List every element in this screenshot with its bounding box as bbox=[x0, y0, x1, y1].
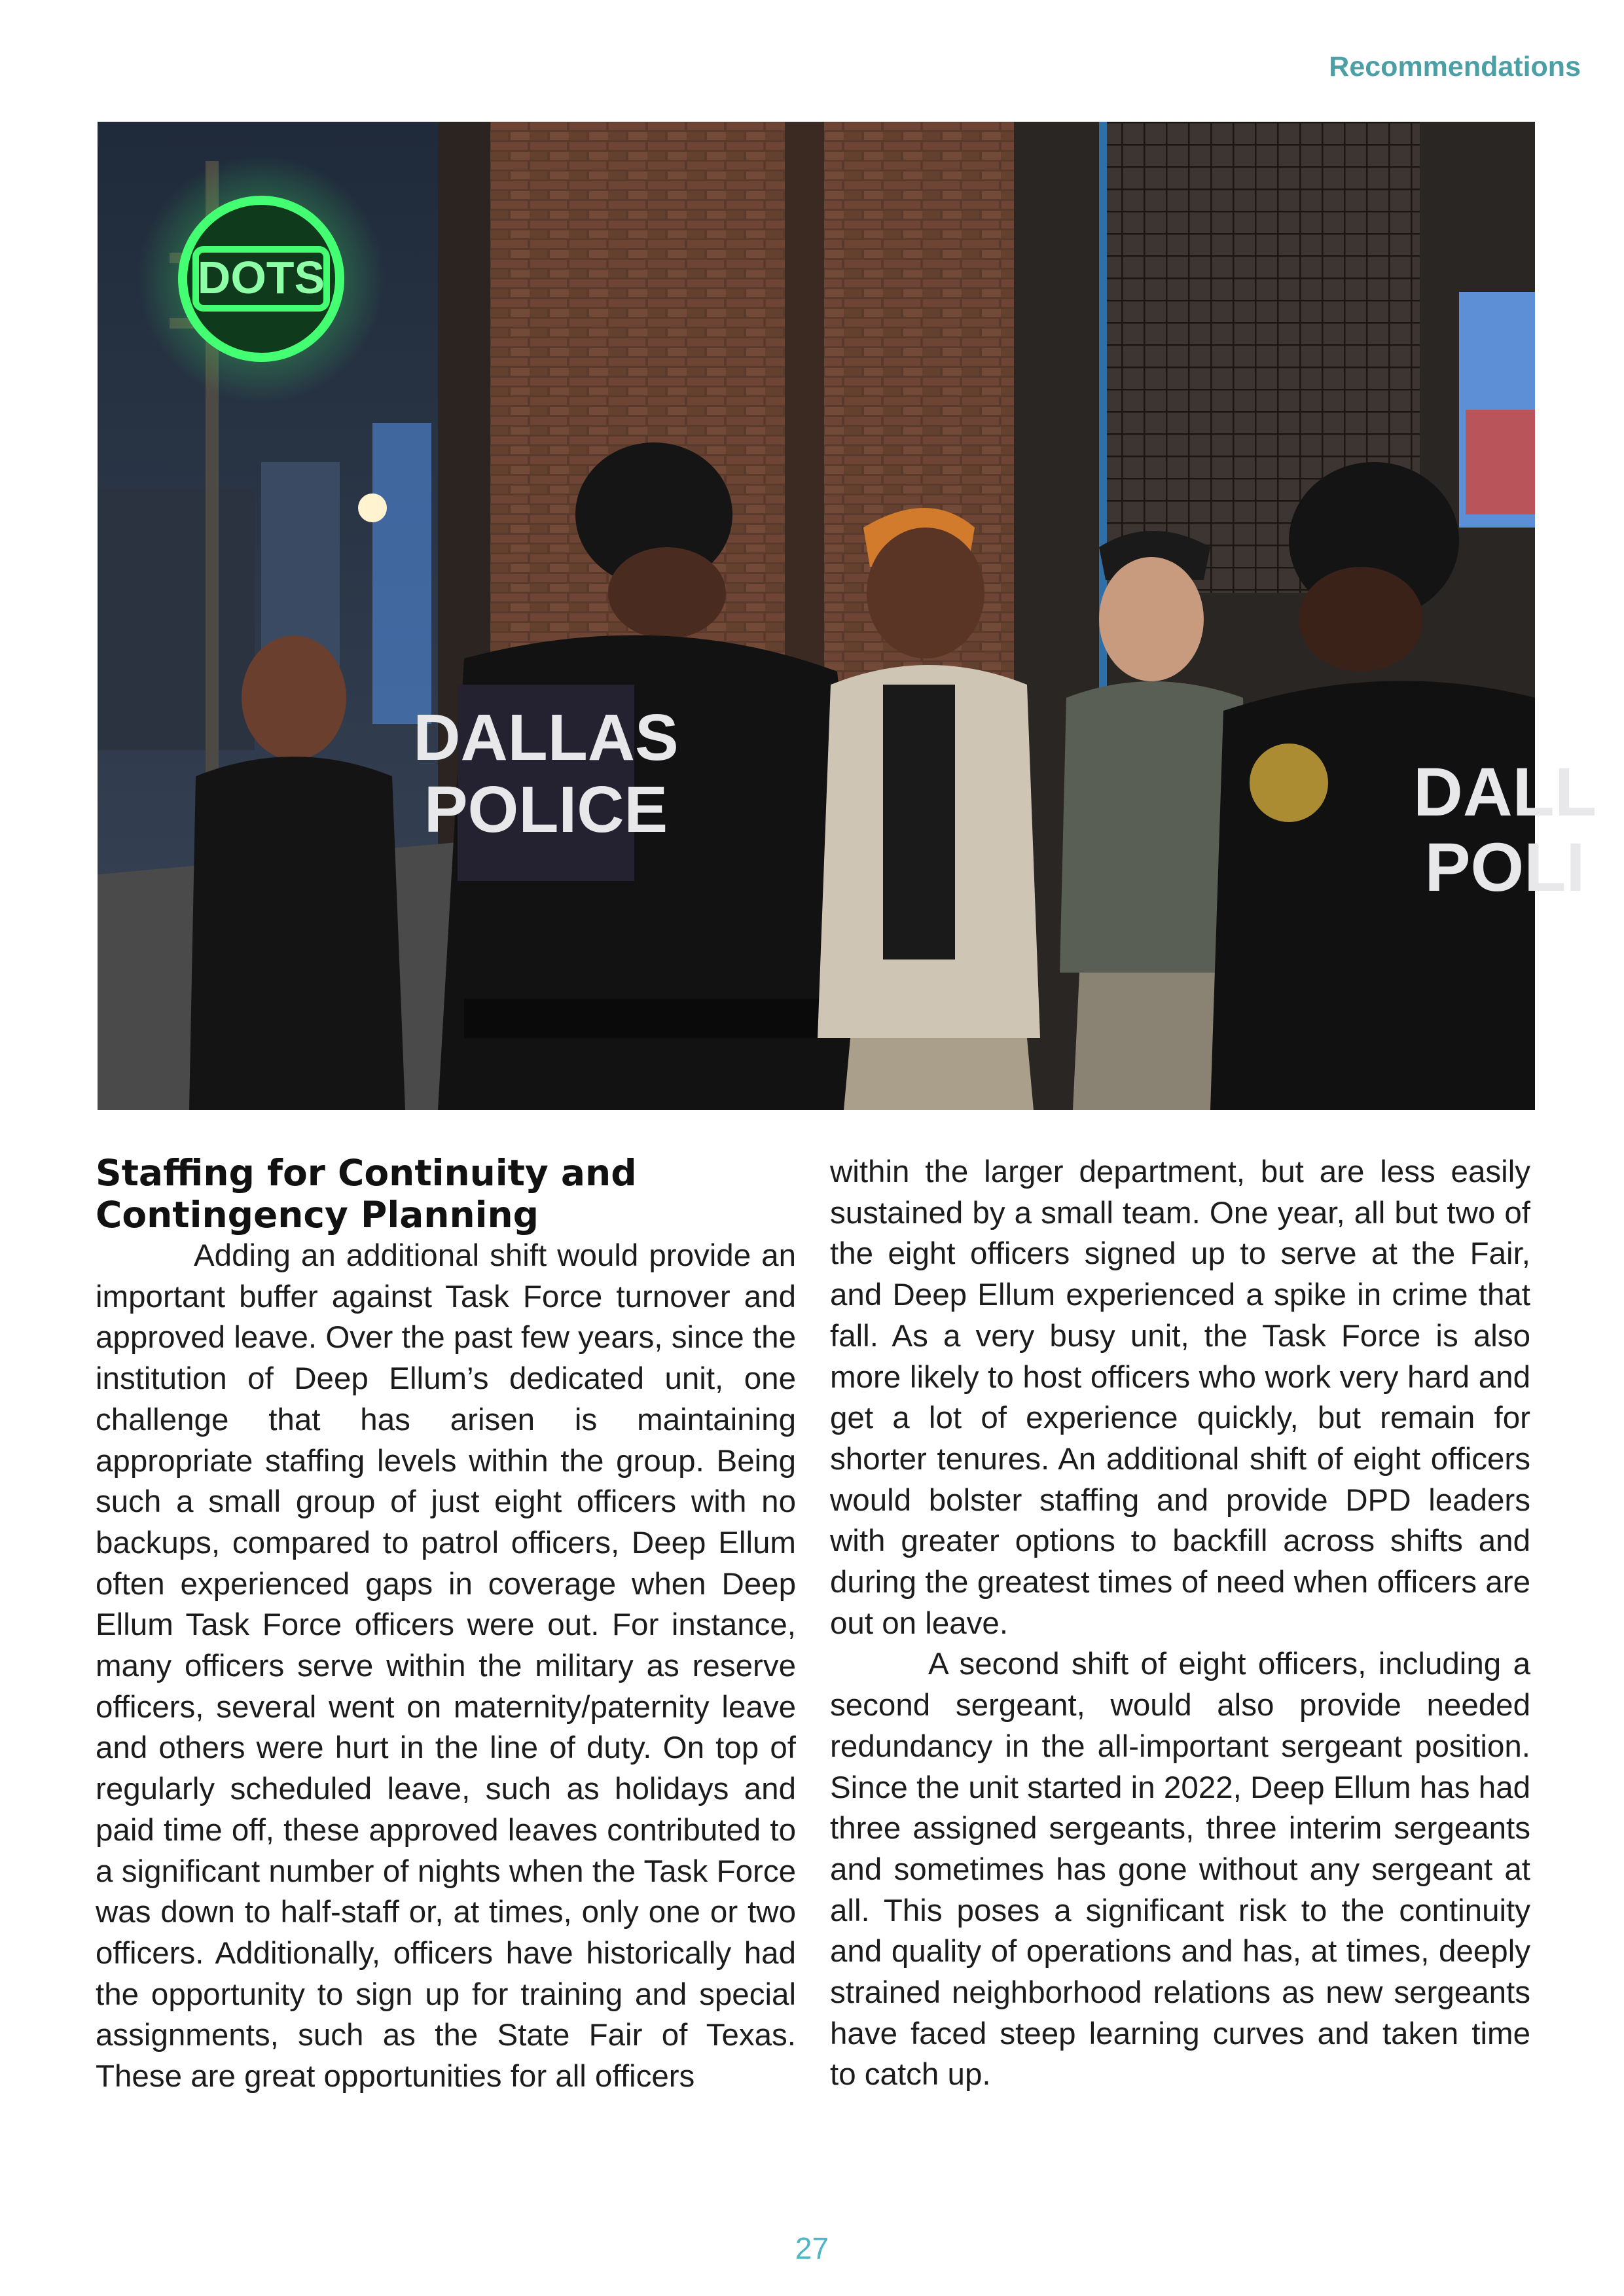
jacket-text-dallas: DALLAS bbox=[413, 701, 679, 774]
street-lamp bbox=[358, 493, 387, 522]
jacket-text-police: POLICE bbox=[424, 773, 668, 846]
street-scene-photo bbox=[98, 122, 1597, 1110]
running-header-section-label: Recommendations bbox=[1329, 51, 1581, 82]
jacket-text-poli: POLI bbox=[1424, 829, 1585, 906]
body-paragraph-right-2: A second shift of eight officers, including a second sergeant, would also provide needed redundancy in the all-important sergeant position. Since the unit started in 2022, Deep Ellum has had three assigned sergeants, three interim sergeants and sometimes has gone without any sergeant at all. This poses a significant risk to the continuity and quality of operations and has, at times, deeply strained neighborhood relations as new sergeants have faced steep learning curves and taken time to catch up. bbox=[830, 1647, 1530, 2092]
photo-illustration bbox=[98, 122, 1597, 1110]
right-column bbox=[830, 1152, 1530, 2096]
neon-sign-text: DOTS bbox=[197, 252, 325, 303]
jacket-text-dall: DALL bbox=[1413, 754, 1597, 831]
police-patch bbox=[1250, 744, 1328, 822]
officer-left-head bbox=[242, 636, 346, 760]
section-heading: Staffing for Continuity and Contingency Planning bbox=[96, 1152, 637, 1236]
body-paragraph-left: Adding an additional shift would provide an important buffer against Task Force turnover and approved leave. Over the past few years, since the institution of Deep Ellum’s dedicated unit, one challenge that has arisen is maintaining appropriate staffing levels within the group. Being such a small group of just eight officers with no backups, compared to patrol officers, Deep Ellum often experienced gaps in coverage when Deep Ellum Task Force officers were out. For instance, many officers serve within the military as reserve officers, several went on maternity/paternity leave and others were hurt in the line of duty. On top of regularly scheduled leave, such as holidays and paid time off, these approved leaves contributed to a significant number of nights when the Task Force was down to half-staff or, at times, only one or two officers. Additionally, officers have historically had the opportunity to sign up for training and special assignments, such as the State Fair of Texas. These are great opportunities for all officers bbox=[96, 1238, 796, 2094]
left-column bbox=[96, 1152, 796, 2098]
officer-left-uniform bbox=[189, 757, 405, 1110]
page-number: 27 bbox=[795, 2231, 829, 2265]
body-paragraph-right-1: within the larger department, but are less easily sustained by a small team. One year, all but two of the eight officers signed up to serve at the Fair, and Deep Ellum experienced a spike in crime that fall. As a very busy unit, the Task Force is also more likely to host officers who work very hard and get a lot of experience quickly, but remain for shorter tenures. An additional shift of eight officers would bolster staffing and provide DPD leaders with greater options to backfill across shifts and during the greatest times of need when officers are out on leave. bbox=[830, 1155, 1530, 1641]
